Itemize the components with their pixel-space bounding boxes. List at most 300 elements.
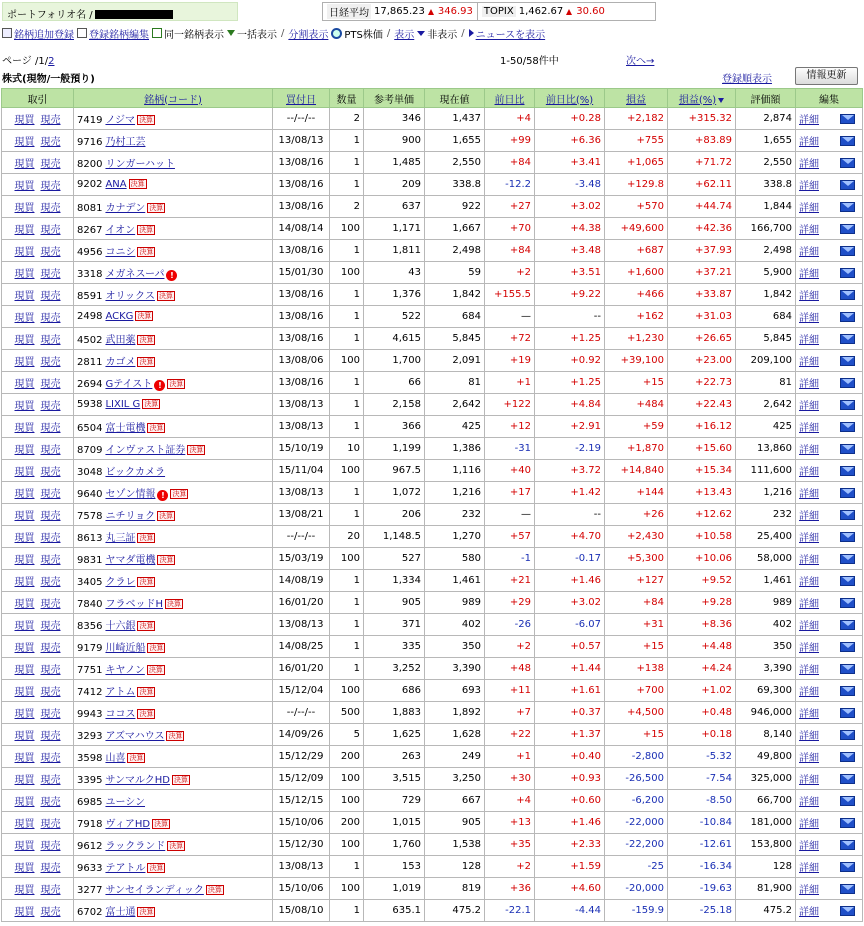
detail-link[interactable]: 詳細 — [799, 555, 819, 566]
buy-link[interactable]: 現買 — [14, 137, 35, 148]
table-row — [2, 108, 863, 130]
ref-price: 1,199 — [364, 438, 425, 460]
mail-icon[interactable] — [840, 422, 855, 432]
mail-icon[interactable] — [840, 312, 855, 322]
col-header-pl-pct[interactable]: 損益(%) — [668, 89, 736, 108]
earnings-badge[interactable]: 決算 — [207, 886, 222, 894]
detail-link[interactable]: 詳細 — [799, 797, 819, 808]
sell-link[interactable]: 現売 — [40, 687, 61, 698]
buy-link[interactable]: 現買 — [14, 533, 35, 544]
symbol-name-link[interactable]: オリックス — [105, 291, 155, 302]
sell-link[interactable]: 現売 — [40, 885, 61, 896]
trade-cell — [2, 416, 74, 438]
symbol-name-link[interactable]: メガネスーパ — [105, 268, 165, 280]
symbol-name-link[interactable]: カゴメ — [105, 357, 136, 368]
buy-link[interactable]: 現買 — [14, 115, 35, 126]
detail-link[interactable]: 詳細 — [799, 159, 819, 170]
earnings-badge[interactable]: 決算 — [139, 578, 154, 586]
detail-link[interactable]: 詳細 — [799, 841, 819, 852]
pts-price-toggle[interactable]: PTS株価 — [331, 26, 383, 41]
col-header-name[interactable]: 銘柄(コード) — [74, 89, 273, 108]
symbol-name-link[interactable]: サンマルクHD — [105, 775, 170, 786]
mail-icon[interactable] — [840, 532, 855, 542]
sell-link[interactable]: 現売 — [40, 775, 61, 786]
buy-link[interactable]: 現買 — [14, 841, 35, 852]
mail-icon[interactable] — [840, 246, 855, 256]
symbol-cell — [74, 746, 273, 768]
sell-link[interactable]: 現売 — [40, 445, 61, 456]
current-price: 1,655 — [425, 130, 485, 152]
symbol-code: 9202 — [77, 179, 103, 190]
buy-link[interactable]: 現買 — [14, 511, 35, 522]
sell-link[interactable]: 現売 — [40, 291, 61, 302]
table-row — [2, 196, 863, 218]
detail-link[interactable]: 詳細 — [799, 599, 819, 610]
buy-link[interactable]: 現買 — [14, 753, 35, 764]
detail-link[interactable]: 詳細 — [799, 731, 819, 742]
detail-link[interactable]: 詳細 — [799, 401, 819, 412]
detail-link[interactable]: 詳細 — [799, 863, 819, 874]
day-change-pct: +3.48 — [535, 240, 605, 262]
sell-link[interactable]: 現売 — [40, 335, 61, 346]
day-change: +1 — [485, 746, 535, 768]
symbol-name-link[interactable]: 山喜 — [105, 753, 126, 764]
earnings-badge[interactable]: 決算 — [166, 600, 181, 608]
split-display-button[interactable]: 分割表示 — [288, 29, 329, 41]
sell-link[interactable]: 現売 — [40, 577, 61, 588]
earnings-badge[interactable]: 決算 — [158, 292, 173, 300]
mail-icon[interactable] — [840, 620, 855, 630]
symbol-name-link[interactable]: 十六銀 — [105, 621, 136, 632]
alert-icon[interactable]: ! — [166, 270, 177, 281]
add-symbol-button[interactable]: 銘柄追加登録 — [2, 26, 74, 41]
detail-link[interactable]: 詳細 — [799, 885, 819, 896]
mail-icon[interactable] — [840, 334, 855, 344]
earnings-badge[interactable]: 決算 — [169, 379, 184, 388]
current-price: 667 — [425, 790, 485, 812]
radio-circle-icon — [331, 28, 342, 39]
col-header-day-change-pct[interactable]: 前日比(%) — [535, 89, 605, 108]
buy-link[interactable]: 現買 — [14, 335, 35, 346]
symbol-name-link[interactable]: ニチリョク — [105, 511, 156, 522]
alert-icon[interactable]: ! — [154, 380, 165, 391]
edit-cell — [796, 570, 863, 592]
mail-icon[interactable] — [840, 774, 855, 784]
symbol-name-link[interactable]: リンガーハット — [105, 159, 175, 170]
table-row — [2, 482, 863, 504]
ref-price: 522 — [364, 306, 425, 328]
edit-cell — [796, 702, 863, 724]
edit-cell — [796, 262, 863, 284]
sell-link[interactable]: 現売 — [40, 599, 61, 610]
nikkei-value: 17,865.23 — [374, 6, 425, 17]
day-change: +4 — [485, 108, 535, 130]
mail-icon[interactable] — [840, 730, 855, 740]
buy-link[interactable]: 現買 — [14, 247, 35, 258]
earnings-badge[interactable]: 決算 — [139, 710, 154, 718]
buy-link[interactable]: 現買 — [14, 797, 35, 808]
symbol-name-link[interactable]: ビックカメラ — [105, 467, 166, 478]
buy-link[interactable]: 現買 — [14, 731, 35, 742]
sell-link[interactable]: 現売 — [40, 665, 61, 676]
earnings-badge[interactable]: 決算 — [149, 424, 164, 432]
sell-link[interactable]: 現売 — [40, 115, 61, 126]
earnings-badge[interactable]: 決算 — [139, 248, 154, 256]
symbol-code: 7918 — [77, 819, 103, 830]
earnings-badge[interactable]: 決算 — [130, 180, 145, 188]
detail-link[interactable]: 詳細 — [799, 665, 819, 676]
purchase-date: 15/12/04 — [273, 680, 330, 702]
earnings-badge[interactable]: 決算 — [169, 842, 184, 850]
earnings-badge[interactable]: 決算 — [149, 644, 164, 652]
buy-link[interactable]: 現買 — [14, 423, 35, 434]
symbol-name-link[interactable]: アトム — [105, 687, 136, 698]
detail-link[interactable]: 詳細 — [799, 269, 819, 280]
symbol-name-link[interactable]: ココス — [105, 709, 136, 720]
next-page-link[interactable]: 次へ→ — [626, 56, 655, 67]
col-header-date[interactable]: 買付日 — [273, 89, 330, 108]
mail-icon[interactable] — [840, 642, 855, 652]
detail-link[interactable]: 詳細 — [799, 335, 819, 346]
col-header-pl[interactable]: 損益 — [605, 89, 668, 108]
detail-link[interactable]: 詳細 — [799, 291, 819, 302]
earnings-badge[interactable]: 決算 — [139, 116, 154, 124]
symbol-name-link[interactable]: 丸三証 — [105, 533, 136, 544]
mail-icon[interactable] — [840, 510, 855, 520]
quantity: 100 — [330, 790, 364, 812]
earnings-badge[interactable]: 決算 — [159, 512, 174, 520]
detail-link[interactable]: 詳細 — [799, 753, 819, 764]
quantity: 1 — [330, 130, 364, 152]
earnings-badge[interactable]: 決算 — [144, 400, 159, 408]
holdings-table — [1, 88, 863, 922]
symbol-name-link[interactable]: アズマハウス — [105, 731, 165, 742]
valuation: 1,842 — [736, 284, 796, 306]
registration-order-link[interactable]: 登録順表示 — [722, 74, 772, 85]
symbol-name-link[interactable]: ノジマ — [105, 115, 136, 126]
earnings-badge[interactable]: 決算 — [172, 489, 187, 498]
symbol-cell — [74, 372, 273, 394]
alert-icon[interactable]: ! — [157, 490, 168, 501]
detail-link[interactable]: 詳細 — [799, 621, 819, 632]
sell-link[interactable]: 現売 — [40, 533, 61, 544]
earnings-badge[interactable]: 決算 — [139, 622, 154, 630]
sell-link[interactable]: 現売 — [40, 225, 61, 236]
buy-link[interactable]: 現買 — [14, 467, 35, 478]
symbol-name-link[interactable]: インヴァスト証券 — [105, 445, 186, 456]
buy-link[interactable]: 現買 — [14, 599, 35, 610]
earnings-badge[interactable]: 決算 — [168, 732, 183, 740]
mail-icon[interactable] — [840, 488, 855, 498]
trade-cell — [2, 680, 74, 702]
sell-link[interactable]: 現売 — [40, 621, 61, 632]
profit-loss: -6,200 — [605, 790, 668, 812]
detail-link[interactable]: 詳細 — [799, 181, 819, 192]
sell-link[interactable]: 現売 — [40, 467, 61, 478]
buy-link[interactable]: 現買 — [14, 621, 35, 632]
symbol-cell — [74, 328, 273, 350]
earnings-badge[interactable]: 決算 — [149, 204, 164, 212]
detail-link[interactable]: 詳細 — [799, 489, 819, 500]
buy-link[interactable]: 現買 — [14, 181, 35, 192]
profit-loss: +127 — [605, 570, 668, 592]
sell-link[interactable]: 現売 — [40, 137, 61, 148]
ref-price: 905 — [364, 592, 425, 614]
symbol-name-link[interactable]: ヴィアHD — [105, 819, 151, 830]
day-change-pct: +0.60 — [535, 790, 605, 812]
detail-link[interactable]: 詳細 — [799, 247, 819, 258]
buy-link[interactable]: 現買 — [14, 291, 35, 302]
buy-link[interactable]: 現買 — [14, 907, 35, 918]
mail-icon[interactable] — [840, 796, 855, 806]
hide-toggle[interactable]: 非表示 — [417, 26, 457, 41]
buy-link[interactable]: 現買 — [14, 665, 35, 676]
sell-link[interactable]: 現売 — [40, 643, 61, 654]
buy-link[interactable]: 現買 — [14, 819, 35, 830]
sell-link[interactable]: 現売 — [40, 357, 61, 368]
mail-icon[interactable] — [840, 862, 855, 872]
mail-icon[interactable] — [840, 158, 855, 168]
sell-link[interactable]: 現売 — [40, 731, 61, 742]
sell-link[interactable]: 現売 — [40, 423, 61, 434]
day-change: +2 — [485, 636, 535, 658]
symbol-cell — [74, 834, 273, 856]
profit-loss: +466 — [605, 284, 668, 306]
day-change-pct: +1.25 — [535, 328, 605, 350]
chevron-down-icon — [417, 31, 425, 36]
sell-link[interactable]: 現売 — [40, 313, 61, 324]
symbol-name-link[interactable]: LIXIL G — [105, 399, 141, 410]
table-row — [2, 636, 863, 658]
mail-icon[interactable] — [840, 664, 855, 674]
mail-icon[interactable] — [840, 400, 855, 410]
detail-link[interactable]: 詳細 — [799, 819, 819, 830]
buy-link[interactable]: 現買 — [14, 225, 35, 236]
earnings-badge[interactable]: 決算 — [139, 534, 154, 542]
earnings-badge[interactable]: 決算 — [139, 336, 154, 344]
profit-loss: +144 — [605, 482, 668, 504]
symbol-name-link[interactable]: ラックランド — [105, 841, 166, 852]
buy-link[interactable]: 現買 — [14, 885, 35, 896]
detail-link[interactable]: 詳細 — [799, 203, 819, 214]
mail-icon[interactable] — [840, 906, 855, 916]
symbol-name-link[interactable]: コニシ — [105, 247, 136, 258]
sell-link[interactable]: 現売 — [40, 269, 61, 280]
sell-link[interactable]: 現売 — [40, 907, 61, 918]
sell-link[interactable]: 現売 — [40, 709, 61, 720]
mail-icon[interactable] — [840, 202, 855, 212]
earnings-badge[interactable]: 決算 — [139, 908, 154, 916]
profit-loss: +2,182 — [605, 108, 668, 130]
sell-link[interactable]: 現売 — [40, 511, 61, 522]
symbol-code: 6702 — [77, 907, 103, 918]
refresh-button[interactable]: 情報更新 — [795, 67, 858, 85]
col-header-day-change[interactable]: 前日比 — [485, 89, 535, 108]
detail-link[interactable]: 詳細 — [799, 643, 819, 654]
ref-price: 686 — [364, 680, 425, 702]
bulk-display-toggle[interactable]: 一括表示 — [227, 26, 277, 41]
mail-icon[interactable] — [840, 444, 855, 454]
profit-loss: +162 — [605, 306, 668, 328]
sell-link[interactable]: 現売 — [40, 181, 61, 192]
profit-loss-pct: +8.36 — [668, 614, 736, 636]
edit-cell — [796, 526, 863, 548]
symbol-name-link[interactable]: テアトル — [105, 863, 146, 874]
earnings-badge[interactable]: 決算 — [148, 666, 163, 674]
symbol-name-link[interactable]: イオン — [105, 225, 136, 236]
detail-link[interactable]: 詳細 — [799, 445, 819, 456]
mail-icon[interactable] — [840, 554, 855, 564]
symbol-code: 9633 — [77, 863, 103, 874]
buy-link[interactable]: 現買 — [14, 489, 35, 500]
mail-icon[interactable] — [840, 290, 855, 300]
detail-link[interactable]: 詳細 — [799, 577, 819, 588]
buy-link[interactable]: 現買 — [14, 445, 35, 456]
detail-link[interactable]: 詳細 — [799, 533, 819, 544]
earnings-badge[interactable]: 決算 — [139, 358, 154, 366]
symbol-name-link[interactable]: 富士通 — [105, 907, 136, 918]
ref-price: 527 — [364, 548, 425, 570]
mail-icon[interactable] — [840, 752, 855, 762]
buy-link[interactable]: 現買 — [14, 643, 35, 654]
ref-price: 637 — [364, 196, 425, 218]
symbol-name-link[interactable]: 乃村工芸 — [105, 137, 146, 148]
earnings-badge[interactable]: 決算 — [159, 556, 174, 564]
symbol-name-link[interactable]: ANA — [105, 179, 127, 190]
valuation: 69,300 — [736, 680, 796, 702]
symbol-name-link[interactable]: Gテイスト — [105, 378, 153, 390]
mail-icon[interactable] — [840, 884, 855, 894]
profit-loss-pct: -5.32 — [668, 746, 736, 768]
valuation: 475.2 — [736, 900, 796, 922]
mail-icon[interactable] — [840, 466, 855, 476]
sell-link[interactable]: 現売 — [40, 841, 61, 852]
mail-icon[interactable] — [840, 598, 855, 608]
mail-icon[interactable] — [840, 818, 855, 828]
symbol-name-link[interactable]: 武田薬 — [105, 335, 136, 346]
earnings-badge[interactable]: 決算 — [189, 446, 204, 454]
earnings-badge[interactable]: 決算 — [129, 754, 144, 762]
profit-loss: +15 — [605, 724, 668, 746]
symbol-name-link[interactable]: ユーシン — [105, 797, 146, 808]
mail-icon[interactable] — [840, 136, 855, 146]
buy-link[interactable]: 現買 — [14, 401, 35, 412]
symbol-name-link[interactable]: ACKG — [105, 311, 134, 322]
buy-link[interactable]: 現買 — [14, 775, 35, 786]
symbol-name-link[interactable]: キヤノン — [105, 665, 145, 676]
symbol-name-link[interactable]: 川崎近船 — [105, 643, 146, 654]
mail-icon[interactable] — [840, 114, 855, 124]
earnings-badge[interactable]: 決算 — [139, 688, 154, 696]
buy-link[interactable]: 現買 — [14, 687, 35, 698]
detail-link[interactable]: 詳細 — [799, 687, 819, 698]
buy-link[interactable]: 現買 — [14, 577, 35, 588]
detail-link[interactable]: 詳細 — [799, 423, 819, 434]
detail-link[interactable]: 詳細 — [799, 379, 819, 390]
same-symbol-toggle[interactable]: 同一銘柄表示 — [152, 26, 224, 41]
detail-link[interactable]: 詳細 — [799, 313, 819, 324]
mail-icon[interactable] — [840, 378, 855, 388]
mail-icon[interactable] — [840, 840, 855, 850]
day-change: +19 — [485, 350, 535, 372]
buy-link[interactable]: 現買 — [14, 159, 35, 170]
earnings-badge[interactable]: 決算 — [139, 226, 154, 234]
show-button[interactable]: 表示 — [394, 29, 415, 41]
symbol-code: 7840 — [77, 599, 103, 610]
symbol-name-link[interactable]: カナデン — [105, 203, 146, 214]
mail-icon[interactable] — [840, 180, 855, 190]
buy-link[interactable]: 現買 — [14, 555, 35, 566]
day-change-pct: +0.92 — [535, 350, 605, 372]
sell-link[interactable]: 現売 — [40, 401, 61, 412]
earnings-badge[interactable]: 決算 — [154, 820, 169, 828]
mail-icon[interactable] — [840, 268, 855, 278]
edit-symbols-button[interactable]: 登録銘柄編集 — [77, 26, 149, 41]
detail-link[interactable]: 詳細 — [799, 775, 819, 786]
detail-link[interactable]: 詳細 — [799, 115, 819, 126]
page-2-link[interactable]: 2 — [48, 56, 55, 67]
buy-link[interactable]: 現買 — [14, 709, 35, 720]
current-price: 684 — [425, 306, 485, 328]
sell-link[interactable]: 現売 — [40, 797, 61, 808]
buy-link[interactable]: 現買 — [14, 379, 35, 390]
sell-link[interactable]: 現売 — [40, 203, 61, 214]
mail-icon[interactable] — [840, 576, 855, 586]
earnings-badge[interactable]: 決算 — [137, 312, 152, 320]
symbol-name-link[interactable]: クラレ — [105, 577, 136, 588]
sell-link[interactable]: 現売 — [40, 555, 61, 566]
symbol-name-link[interactable]: セゾン情報 — [105, 488, 156, 500]
symbol-name-link[interactable]: サンセイランディック — [105, 885, 204, 896]
detail-link[interactable]: 詳細 — [799, 511, 819, 522]
earnings-badge[interactable]: 決算 — [173, 776, 188, 784]
sell-link[interactable]: 現売 — [40, 819, 61, 830]
symbol-code: 4956 — [77, 247, 103, 258]
sell-link[interactable]: 現売 — [40, 863, 61, 874]
symbol-name-link[interactable]: 富士電機 — [105, 423, 146, 434]
detail-link[interactable]: 詳細 — [799, 357, 819, 368]
symbol-cell — [74, 702, 273, 724]
detail-link[interactable]: 詳細 — [799, 467, 819, 478]
symbol-name-link[interactable]: ヤマダ電機 — [105, 555, 156, 566]
detail-link[interactable]: 詳細 — [799, 225, 819, 236]
sell-link[interactable]: 現売 — [40, 489, 61, 500]
mail-icon[interactable] — [840, 356, 855, 366]
mail-icon[interactable] — [840, 224, 855, 234]
buy-link[interactable]: 現買 — [14, 357, 35, 368]
trade-cell — [2, 614, 74, 636]
symbol-code: 8200 — [77, 159, 103, 170]
sell-link[interactable]: 現売 — [40, 159, 61, 170]
symbol-name-link[interactable]: フラベッドH — [105, 599, 163, 610]
earnings-badge[interactable]: 決算 — [149, 864, 164, 872]
news-show-button[interactable]: ニュースを表示 — [469, 26, 546, 41]
detail-link[interactable]: 詳細 — [799, 137, 819, 148]
sell-link[interactable]: 現売 — [40, 247, 61, 258]
buy-link[interactable]: 現買 — [14, 269, 35, 280]
buy-link[interactable]: 現買 — [14, 203, 35, 214]
mail-icon[interactable] — [840, 686, 855, 696]
mail-icon[interactable] — [840, 708, 855, 718]
buy-link[interactable]: 現買 — [14, 863, 35, 874]
sell-link[interactable]: 現売 — [40, 379, 61, 390]
detail-link[interactable]: 詳細 — [799, 709, 819, 720]
current-price: 5,845 — [425, 328, 485, 350]
detail-link[interactable]: 詳細 — [799, 907, 819, 918]
sell-link[interactable]: 現売 — [40, 753, 61, 764]
buy-link[interactable]: 現買 — [14, 313, 35, 324]
trade-cell — [2, 284, 74, 306]
